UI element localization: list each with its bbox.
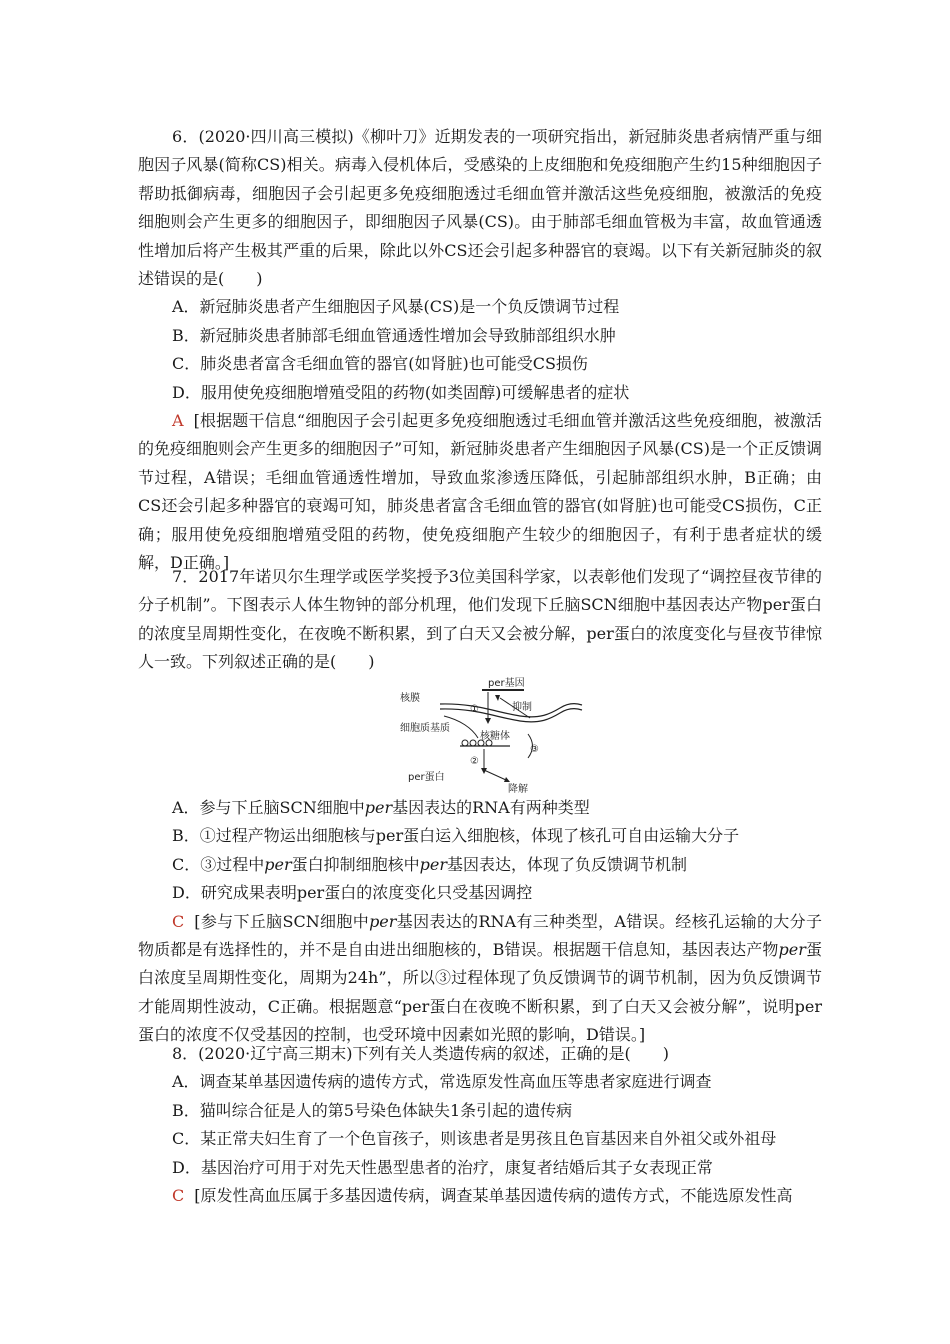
question-8-explanation: [原发性高血压属于多基因遗传病，调查某单基因遗传病的遗传方式，不能选原发性高 xyxy=(194,1186,793,1206)
q7-opt-c-text-3: 基因表达，体现了负反馈调节机制 xyxy=(446,854,687,874)
question-6-option-b: B．新冠肺炎患者肺部毛细血管通透性增加会导致肺部组织水肿 xyxy=(172,325,616,345)
q7-ans-text-3: 蛋白浓度呈周期性变化，周期为24h”，所以③过程体现了负反馈调节的调节机制，因为负反馈调节才能周期性波动，C正确。根据题意“per蛋白在夜晚不断积累，到了白天又会被分解”，说明per蛋白的浓度不仅受基因的控制，也受环境中因素如光照的影响，D错误。] xyxy=(138,940,822,1045)
biological-clock-svg xyxy=(400,676,585,794)
label-process-3: ③ xyxy=(530,744,539,755)
label-degrade: 降解 xyxy=(508,784,528,794)
biological-clock-diagram xyxy=(400,676,585,794)
label-inhibit: 抑制 xyxy=(512,702,532,713)
question-8-stem: 8．(2020·辽宁高三期末)下列有关人类遗传病的叙述，正确的是( ) xyxy=(172,1044,669,1063)
process-1-arrowhead xyxy=(485,718,491,724)
question-7-stem: 7．2017年诺贝尔生理学或医学奖授予3位美国科学家，以表彰他们发现了“调控昼夜节律的分子机制”。下图表示人体生物钟的部分机理，他们发现下丘脑SCN细胞中基因表达产物per蛋白的浓度呈周期性变化，在夜晚不断积累，到了白天又会被分解，per蛋白的浓度变化与昼夜节律惊人一致。下列叙述正确的是( ) xyxy=(138,567,822,672)
q7-ans-text-1: [参与下丘脑SCN细胞中 xyxy=(194,911,370,931)
label-cytoplasm: 细胞质基质 xyxy=(400,723,450,734)
question-8 xyxy=(138,1040,822,1210)
question-7 xyxy=(138,563,822,677)
q7-ans-italic-1: per xyxy=(369,911,397,931)
question-8-option-d: D．基因治疗可用于对先天性愚型患者的治疗，康复者结婚后其子女表现正常 xyxy=(172,1157,713,1177)
question-6-stem: 6．(2020·四川高三模拟)《柳叶刀》近期发表的一项研究指出，新冠肺炎患者病情严重与细胞因子风暴(简称CS)相关。病毒入侵机体后，受感染的上皮细胞和免疫细胞产生约15种细胞因子帮助抵御病毒，细胞因子会引起更多免疫细胞透过毛细血管并激活这些免疫细胞，被激活的免疫细胞则会产生更多的细胞因子，即细胞因子风暴(CS)。由于肺部毛细血管极为丰富，故血管通透性增加后将产生极其严重的后果，除此以外CS还会引起多种器官的衰竭。以下有关新冠肺炎的叙述错误的是( ) xyxy=(138,127,822,289)
label-ribosome: 核糖体 xyxy=(480,731,510,742)
question-8-option-c: C．某正常夫妇生育了一个色盲孩子，则该患者是男孩且色盲基因来自外祖父或外祖母 xyxy=(172,1129,777,1149)
q7-opt-c-text-2: 蛋白抑制细胞核中 xyxy=(291,854,420,874)
question-6-option-d: D．服用使免疫细胞增殖受阻的药物(如类固醇)可缓解患者的症状 xyxy=(172,382,630,402)
q7-opt-c-text-1: C．③过程中 xyxy=(172,854,265,874)
label-per-protein: per蛋白 xyxy=(408,772,445,783)
q7-opt-c-italic-1: per xyxy=(264,854,292,874)
inhibit-arrowhead xyxy=(495,695,500,701)
q7-opt-c-italic-2: per xyxy=(419,854,447,874)
question-7-option-c xyxy=(138,851,822,879)
question-7-answer-letter: C xyxy=(172,911,185,931)
degrade-arrow xyxy=(484,770,506,780)
question-6-answer xyxy=(138,407,822,577)
question-8-answer xyxy=(138,1182,822,1210)
q7-opt-a-italic: per xyxy=(364,798,393,817)
question-6-option-c: C．肺炎患者富含毛细血管的器官(如肾脏)也可能受CS损伤 xyxy=(172,354,588,374)
question-7-option-b: B．①过程产物运出细胞核与per蛋白运入细胞核，体现了核孔可自由运输大分子 xyxy=(172,826,740,846)
question-7-answer xyxy=(138,908,822,1050)
question-6-option-a: A．新冠肺炎患者产生细胞因子风暴(CS)是一个负反馈调节过程 xyxy=(172,297,620,317)
nuclear-membrane-inner xyxy=(440,709,582,722)
question-6-answer-letter: A xyxy=(172,411,184,431)
q7-opt-a-text-2: 基因表达的RNA有两种类型 xyxy=(392,798,590,817)
question-8-answer-letter: C xyxy=(172,1186,185,1206)
question-6 xyxy=(138,123,822,578)
ribosome-2 xyxy=(470,740,476,746)
question-7-options xyxy=(138,794,822,1050)
question-7-option-a xyxy=(138,794,822,822)
q7-ans-italic-2: per xyxy=(778,940,806,960)
label-process-2: ② xyxy=(470,756,479,767)
label-per-gene: per基因 xyxy=(488,678,525,689)
q7-ans-text-2: 基因表达的RNA有三种类型，A错误。经核孔运输的大分子物质都是有选择性的，并不是自由进出细胞核的，B错误。根据题干信息知，基因表达产物 xyxy=(138,911,822,960)
question-6-explanation: [根据题干信息“细胞因子会引起更多免疫细胞透过毛细血管并激活这些免疫细胞，被激活的免疫细胞则会产生更多的细胞因子”可知，新冠肺炎患者产生细胞因子风暴(CS)是一个正反馈调节过程，A错误；毛细血管通透性增加，导致血浆渗透压降低，引起肺部组织水肿，B正确；由CS还会引起多种器官的衰竭可知，肺炎患者富含毛细血管的器官(如肾脏)也可能受CS损伤，C正确；服用使免疫细胞增殖受阻的药物，使免疫细胞产生较少的细胞因子，有利于患者症状的缓解，D正确。] xyxy=(138,411,822,573)
question-7-option-d: D．研究成果表明per蛋白的浓度变化只受基因调控 xyxy=(172,883,533,903)
label-process-1: ① xyxy=(470,704,479,715)
question-8-option-a: A．调查某单基因遗传病的遗传方式，常选原发性高血压等患者家庭进行调查 xyxy=(172,1072,712,1092)
ribosome-1 xyxy=(462,740,468,746)
question-8-option-b: B．猫叫综合征是人的第5号染色体缺失1条引起的遗传病 xyxy=(172,1100,573,1120)
label-nuclear-membrane: 核膜 xyxy=(400,693,420,704)
q7-opt-a-text-1: A．参与下丘脑SCN细胞中 xyxy=(172,798,365,817)
